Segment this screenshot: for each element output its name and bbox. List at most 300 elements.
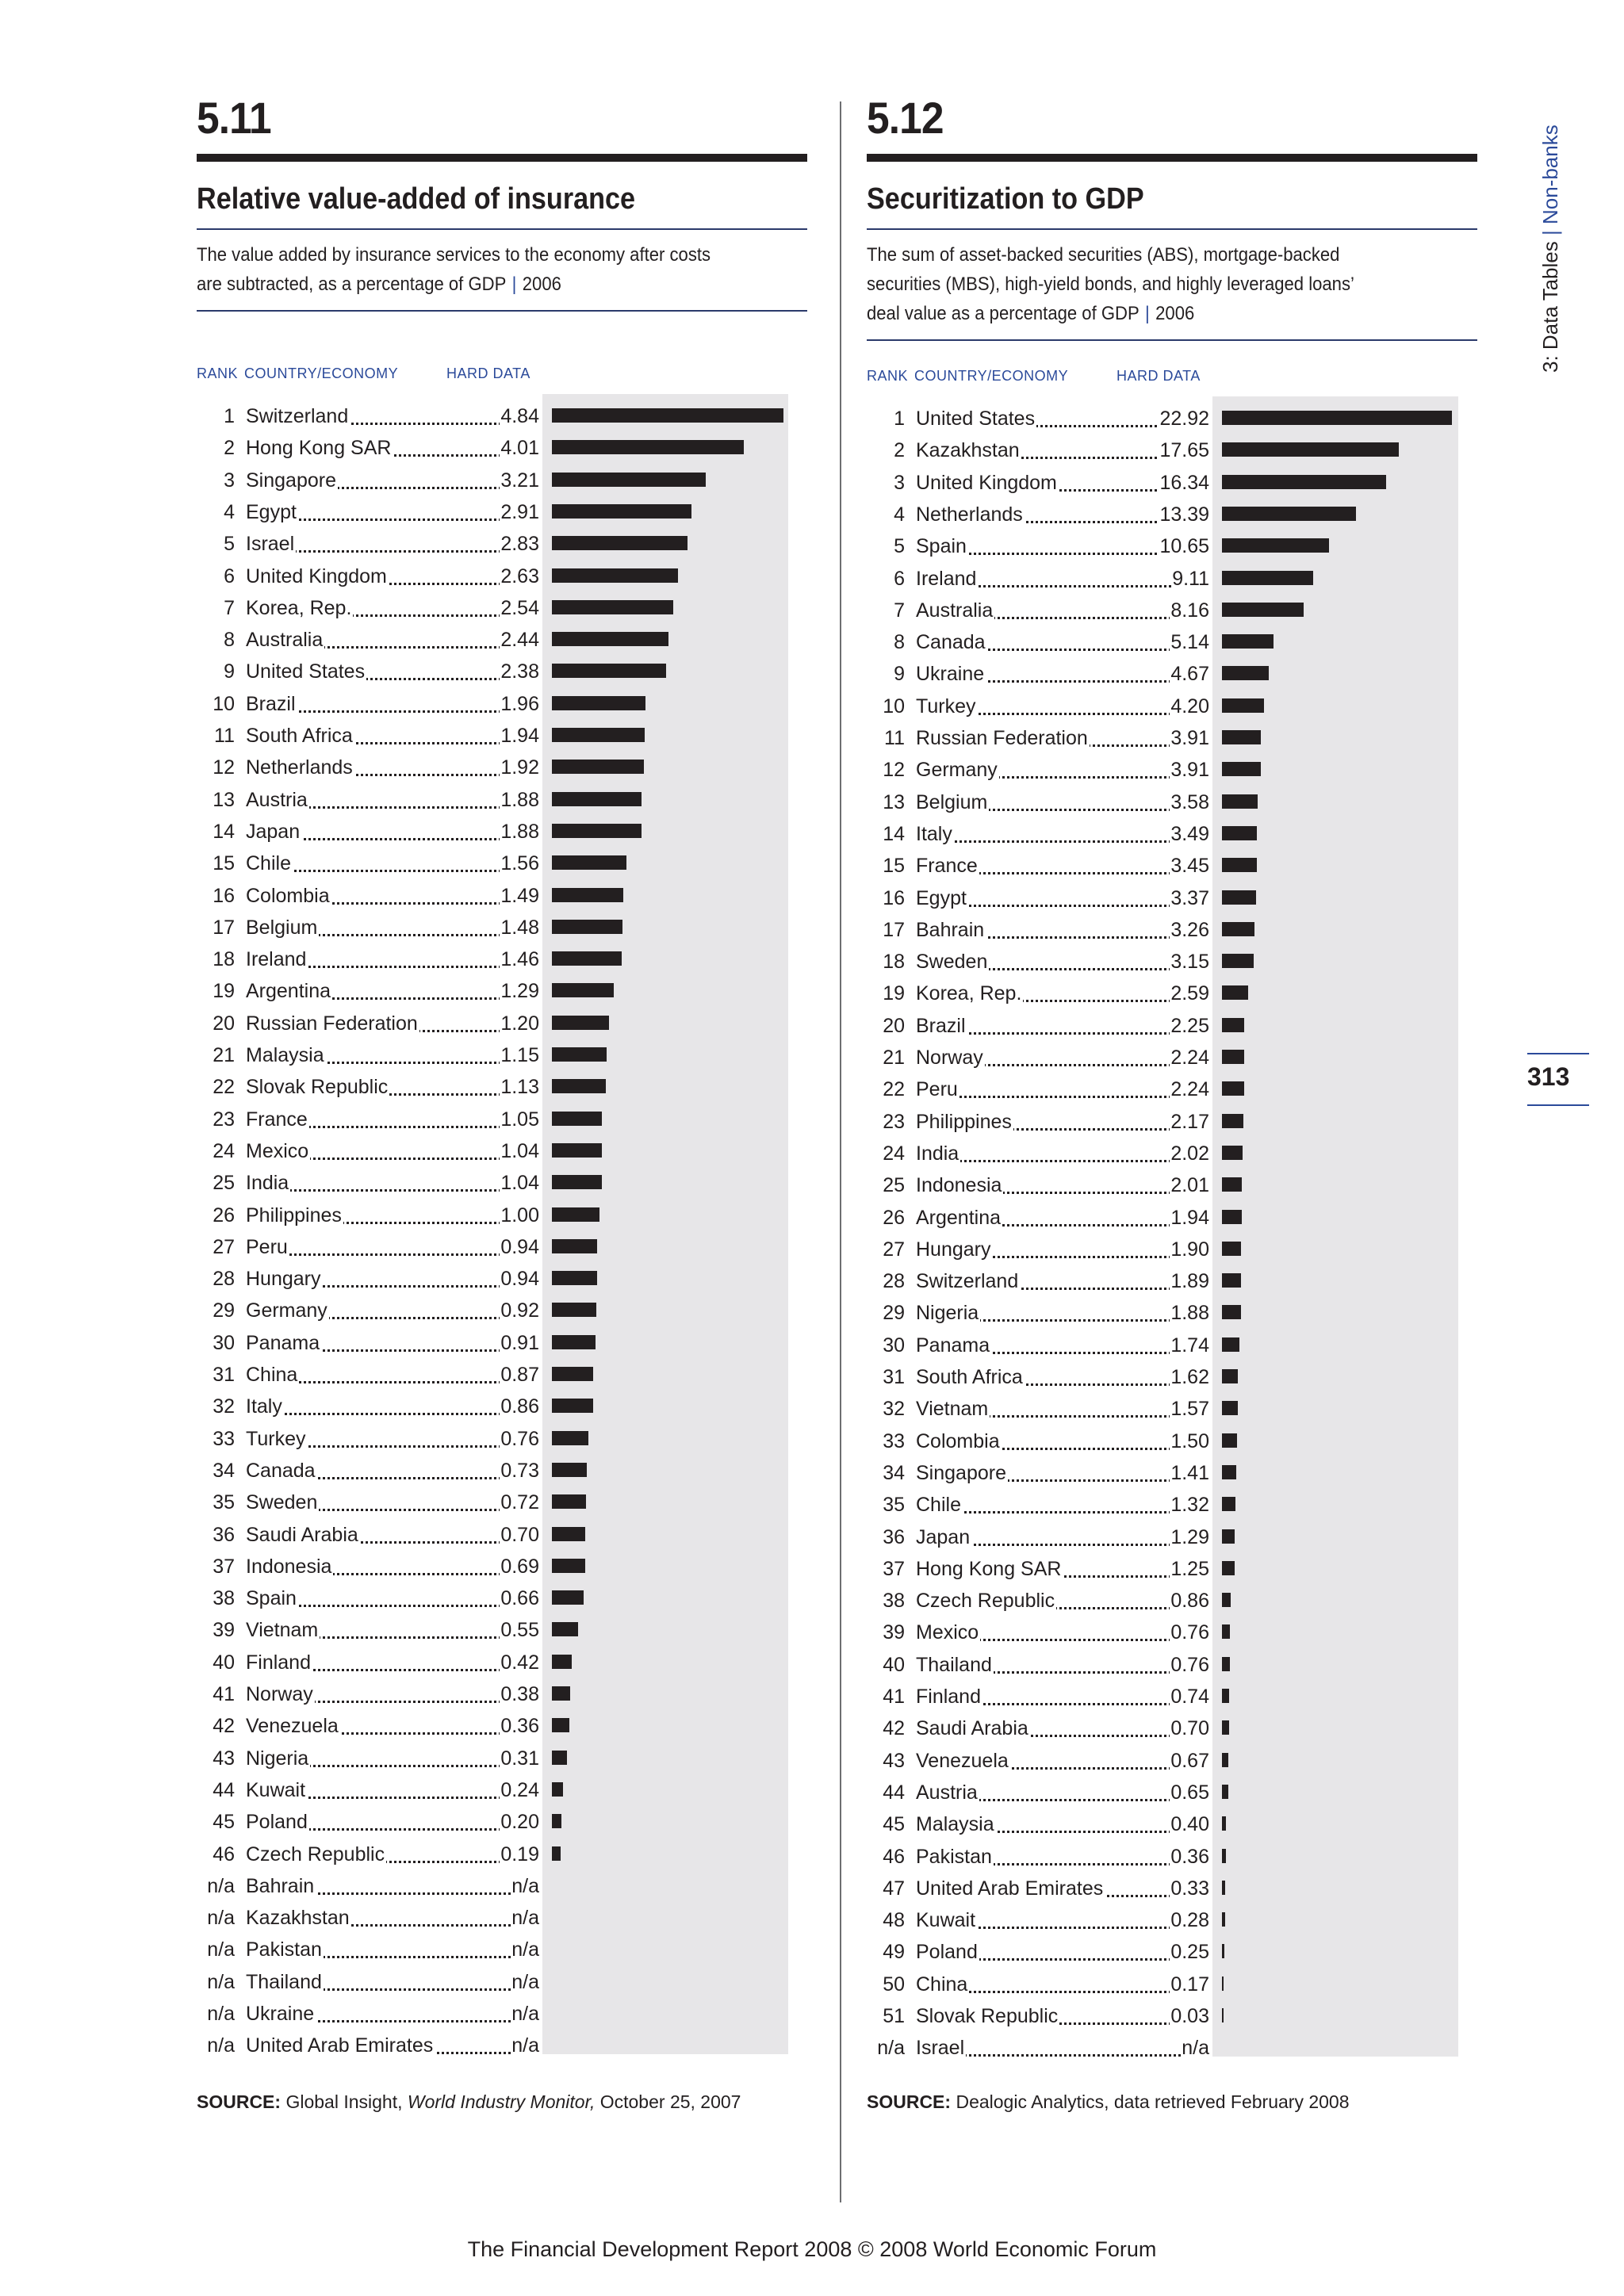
row-rank: 42 xyxy=(883,1717,905,1740)
value-bar xyxy=(552,792,642,806)
row-value: 0.72 xyxy=(500,1487,539,1518)
table-row xyxy=(197,1582,807,1614)
row-country-value xyxy=(246,784,539,816)
value-bar xyxy=(552,1016,609,1030)
description-year: 2006 xyxy=(522,274,561,295)
row-country: China xyxy=(246,1364,298,1386)
row-value: 0.38 xyxy=(500,1678,539,1710)
row-country-value xyxy=(916,818,1209,850)
value-bar xyxy=(1222,1816,1226,1831)
value-bar xyxy=(552,1143,602,1158)
dot-leader xyxy=(916,840,1209,843)
row-country: Austria xyxy=(916,1781,978,1804)
row-country: Turkey xyxy=(246,1427,306,1450)
row-country: Spain xyxy=(916,535,967,558)
value-bar xyxy=(1222,666,1269,680)
row-value: 2.25 xyxy=(1170,1010,1209,1042)
row-country: Malaysia xyxy=(246,1044,324,1066)
row-country: Norway xyxy=(246,1683,313,1705)
table-row xyxy=(197,1710,807,1742)
row-rank: 39 xyxy=(213,1619,235,1642)
thin-rule xyxy=(197,310,807,312)
row-country: Panama xyxy=(246,1331,320,1354)
row-rank: 6 xyxy=(224,564,235,587)
row-country-value xyxy=(246,1551,539,1582)
value-bar xyxy=(1222,922,1254,936)
table-row xyxy=(197,1008,807,1039)
table-row xyxy=(197,816,807,848)
table-row xyxy=(197,1167,807,1199)
row-country: Kazakhstan xyxy=(916,439,1020,462)
row-value: 3.37 xyxy=(1170,882,1209,914)
row-country: Ireland xyxy=(916,567,977,590)
row-rank: 45 xyxy=(883,1813,905,1836)
row-value: 0.36 xyxy=(1170,1841,1209,1873)
rank-header: RANK xyxy=(197,365,239,381)
row-rank: 23 xyxy=(213,1108,235,1131)
row-value: 0.70 xyxy=(500,1519,539,1551)
row-country-value xyxy=(916,1361,1209,1393)
row-country-value xyxy=(916,563,1209,595)
value-bar xyxy=(1222,954,1254,968)
row-country: China xyxy=(916,1973,968,1996)
row-country-value xyxy=(246,1455,539,1487)
row-country-value xyxy=(916,1489,1209,1521)
row-country-value xyxy=(916,1457,1209,1489)
value-bar xyxy=(1222,1912,1225,1927)
row-country-value xyxy=(246,1391,539,1422)
value-bar xyxy=(1222,1720,1229,1735)
row-value: 1.32 xyxy=(1170,1489,1209,1521)
row-value: 4.84 xyxy=(500,400,539,432)
rank-header: RANK xyxy=(867,368,909,384)
row-value: 1.92 xyxy=(500,752,539,783)
table-row xyxy=(197,592,807,624)
table-row xyxy=(867,754,1477,786)
table-row xyxy=(867,2032,1477,2064)
table-row xyxy=(197,1519,807,1551)
row-rank: 44 xyxy=(213,1778,235,1801)
row-rank: 43 xyxy=(883,1749,905,1772)
value-bar xyxy=(1222,730,1261,744)
value-bar xyxy=(1222,2008,1224,2022)
table-row xyxy=(867,1106,1477,1138)
row-rank: 40 xyxy=(883,1653,905,1676)
country-header: COUNTRY/ECONOMY xyxy=(244,365,399,381)
row-country: France xyxy=(916,855,978,878)
row-rank: 8 xyxy=(894,631,905,654)
table-row xyxy=(197,624,807,656)
table-row xyxy=(867,1169,1477,1201)
row-country-value xyxy=(246,1902,539,1934)
row-value: 0.55 xyxy=(500,1614,539,1646)
row-value: 0.03 xyxy=(1170,2000,1209,2032)
table-row xyxy=(197,2030,807,2061)
row-country-value xyxy=(916,1265,1209,1297)
row-value: 4.67 xyxy=(1170,658,1209,690)
row-value: 8.16 xyxy=(1170,595,1209,626)
row-rank: 17 xyxy=(213,916,235,939)
value-bar xyxy=(1222,1273,1241,1288)
row-country: Netherlands xyxy=(246,756,353,779)
row-country-value xyxy=(916,1745,1209,1777)
row-rank: 37 xyxy=(213,1555,235,1578)
row-rank: 29 xyxy=(883,1302,905,1325)
row-country-value xyxy=(246,880,539,912)
row-country: United Arab Emirates xyxy=(246,2034,434,2057)
table-row xyxy=(867,1681,1477,1712)
row-rank: 47 xyxy=(883,1877,905,1900)
value-bar xyxy=(1222,1976,1224,1991)
value-bar xyxy=(552,1559,585,1573)
section-label: 3: Data Tables xyxy=(1538,241,1562,373)
row-rank: 24 xyxy=(883,1142,905,1165)
value-bar xyxy=(552,1431,588,1445)
column-divider xyxy=(840,101,841,2202)
row-country: Italy xyxy=(246,1395,282,1418)
row-country: Peru xyxy=(916,1078,958,1101)
row-value: 1.29 xyxy=(1170,1521,1209,1553)
table-row xyxy=(867,882,1477,914)
table-row xyxy=(867,914,1477,946)
value-bar xyxy=(1222,1114,1243,1128)
table-description xyxy=(867,240,1477,328)
value-bar xyxy=(552,1367,593,1381)
row-rank: 3 xyxy=(894,471,905,494)
row-rank: n/a xyxy=(207,1874,235,1897)
row-country: United Arab Emirates xyxy=(916,1877,1104,1900)
table-row xyxy=(197,1455,807,1487)
value-bar xyxy=(552,536,688,550)
row-country: Colombia xyxy=(916,1429,1000,1452)
table-row xyxy=(197,1487,807,1518)
row-country-value xyxy=(246,848,539,879)
row-country-value xyxy=(246,496,539,528)
row-country-value xyxy=(246,752,539,783)
row-value: 0.40 xyxy=(1170,1808,1209,1840)
row-rank: 12 xyxy=(213,756,235,779)
table-row xyxy=(197,1678,807,1710)
table-row xyxy=(197,1774,807,1806)
row-country-value xyxy=(916,1202,1209,1234)
ranking-table xyxy=(867,396,1477,2060)
value-bar xyxy=(1222,890,1256,905)
row-country: Korea, Rep. xyxy=(916,982,1022,1005)
dot-leader xyxy=(916,1096,1209,1098)
table-row xyxy=(197,528,807,560)
value-bar xyxy=(552,1494,586,1509)
row-country: Argentina xyxy=(916,1206,1002,1229)
row-country-value xyxy=(916,850,1209,882)
row-value: 13.39 xyxy=(1159,499,1209,530)
table-row xyxy=(197,432,807,464)
table-row xyxy=(867,1553,1477,1585)
table-row xyxy=(867,1521,1477,1553)
row-country: Germany xyxy=(246,1299,327,1322)
row-value: 3.91 xyxy=(1170,722,1209,754)
table-row xyxy=(867,1808,1477,1840)
row-value: 0.20 xyxy=(500,1806,539,1838)
value-bar xyxy=(552,1590,584,1605)
row-country-value xyxy=(246,1423,539,1455)
table-row xyxy=(867,2000,1477,2032)
row-country: United States xyxy=(246,660,366,683)
dot-leader xyxy=(246,1413,539,1415)
row-rank: 10 xyxy=(213,692,235,715)
row-rank: 33 xyxy=(883,1429,905,1452)
row-value: 1.88 xyxy=(1170,1297,1209,1329)
row-country-value xyxy=(246,975,539,1007)
column-headers xyxy=(867,368,1477,392)
row-value: 1.57 xyxy=(1170,1393,1209,1425)
row-country: United Kingdom xyxy=(246,564,387,587)
table-row xyxy=(867,1969,1477,2000)
row-value: 1.94 xyxy=(1170,1202,1209,1234)
row-country: Canada xyxy=(246,1459,316,1482)
description-year: 2006 xyxy=(1155,303,1195,324)
value-bar xyxy=(1222,985,1248,1000)
table-row xyxy=(197,496,807,528)
value-bar xyxy=(1222,1849,1226,1863)
hard-data-header: HARD DATA xyxy=(1116,368,1201,384)
table-row xyxy=(867,1393,1477,1425)
row-rank: 9 xyxy=(894,663,905,686)
table-row xyxy=(867,1489,1477,1521)
row-country-value xyxy=(246,816,539,848)
row-value: 1.89 xyxy=(1170,1265,1209,1297)
row-value: 0.73 xyxy=(500,1455,539,1487)
row-value: 2.24 xyxy=(1170,1073,1209,1105)
value-bar xyxy=(1222,1369,1238,1383)
row-value: 1.15 xyxy=(500,1039,539,1071)
row-value: 2.63 xyxy=(500,561,539,592)
row-country-value xyxy=(246,1231,539,1263)
row-country: Slovak Republic xyxy=(916,2005,1059,2027)
row-value: 0.86 xyxy=(1170,1585,1209,1617)
row-country-value xyxy=(916,1712,1209,1744)
row-rank: 19 xyxy=(883,982,905,1005)
row-value: 5.14 xyxy=(1170,626,1209,658)
row-country-value xyxy=(916,1138,1209,1169)
row-country-value xyxy=(246,1487,539,1518)
row-country-value xyxy=(246,720,539,752)
row-value: 3.58 xyxy=(1170,786,1209,818)
row-country-value xyxy=(246,1582,539,1614)
row-rank: 27 xyxy=(213,1235,235,1258)
row-country-value xyxy=(246,1710,539,1742)
table-row xyxy=(867,1330,1477,1361)
row-value: 10.65 xyxy=(1159,530,1209,562)
row-rank: 2 xyxy=(224,437,235,460)
value-bar xyxy=(1222,826,1257,840)
value-bar xyxy=(552,1527,585,1541)
description-text: are subtracted, as a percentage of GDP xyxy=(197,274,507,295)
row-country-value xyxy=(246,1934,539,1965)
row-country: Hong Kong SAR xyxy=(246,437,392,460)
table-row xyxy=(197,1231,807,1263)
row-country: United Kingdom xyxy=(916,471,1057,494)
row-value: n/a xyxy=(511,2030,539,2061)
row-country-value xyxy=(916,1106,1209,1138)
row-country: Russian Federation xyxy=(916,727,1088,749)
row-value: 4.20 xyxy=(1170,691,1209,722)
table-row xyxy=(197,1902,807,1934)
value-bar xyxy=(552,696,645,710)
row-country-value xyxy=(916,2032,1209,2064)
page-number: 313 xyxy=(1527,1062,1570,1091)
row-country-value xyxy=(916,1234,1209,1265)
row-country-value xyxy=(246,1839,539,1870)
table-row xyxy=(867,978,1477,1009)
table-row xyxy=(867,850,1477,882)
row-country: Ukraine xyxy=(916,663,985,686)
row-country: Kazakhstan xyxy=(246,1907,350,1930)
row-country: Russian Federation xyxy=(246,1012,418,1035)
value-bar xyxy=(552,1175,602,1189)
table-row xyxy=(867,658,1477,690)
value-bar xyxy=(1222,1305,1241,1319)
row-value: 3.15 xyxy=(1170,946,1209,978)
table-row xyxy=(867,1617,1477,1648)
value-bar xyxy=(1222,762,1261,776)
row-rank: 7 xyxy=(224,596,235,619)
row-country-value xyxy=(246,1039,539,1071)
value-bar xyxy=(552,1399,593,1413)
row-rank: 28 xyxy=(213,1268,235,1291)
row-country-value xyxy=(916,691,1209,722)
table-row xyxy=(867,722,1477,754)
row-country: Japan xyxy=(916,1525,971,1548)
row-rank: 38 xyxy=(213,1587,235,1610)
row-rank: n/a xyxy=(207,1970,235,1993)
value-bar xyxy=(552,473,706,487)
table-row xyxy=(197,1806,807,1838)
row-rank: 22 xyxy=(883,1078,905,1101)
row-rank: 31 xyxy=(213,1364,235,1386)
value-bar xyxy=(1222,858,1257,872)
value-bar xyxy=(552,1622,578,1636)
row-rank: 5 xyxy=(894,535,905,558)
table-row xyxy=(867,1745,1477,1777)
row-country-value xyxy=(246,1104,539,1135)
row-value: 1.96 xyxy=(500,688,539,720)
row-country-value xyxy=(246,432,539,464)
row-value: 4.01 xyxy=(500,432,539,464)
row-country: Indonesia xyxy=(246,1555,332,1578)
table-row xyxy=(197,1295,807,1326)
row-rank: 11 xyxy=(884,727,905,749)
row-value: 2.44 xyxy=(500,624,539,656)
row-country-value xyxy=(916,1073,1209,1105)
row-country: Switzerland xyxy=(246,405,349,427)
value-bar xyxy=(1222,1177,1242,1192)
value-bar xyxy=(552,824,642,838)
row-value: 0.17 xyxy=(1170,1969,1209,2000)
row-rank: 23 xyxy=(883,1110,905,1133)
table-row xyxy=(867,530,1477,562)
row-country: Chile xyxy=(246,852,291,875)
row-country: Belgium xyxy=(916,790,988,813)
row-rank: 41 xyxy=(883,1686,905,1708)
value-bar xyxy=(1222,1529,1235,1544)
value-bar xyxy=(1222,1497,1235,1511)
row-value: 2.17 xyxy=(1170,1106,1209,1138)
row-rank: 6 xyxy=(894,567,905,590)
row-country: Israel xyxy=(916,2037,965,2060)
row-country-value xyxy=(916,626,1209,658)
row-value: n/a xyxy=(511,1998,539,2030)
value-bar xyxy=(552,1112,602,1126)
value-bar xyxy=(1222,571,1313,585)
table-row xyxy=(867,1265,1477,1297)
value-bar xyxy=(552,1686,570,1701)
row-value: 1.56 xyxy=(500,848,539,879)
row-country-value xyxy=(916,467,1209,499)
row-value: 3.49 xyxy=(1170,818,1209,850)
row-value: 0.74 xyxy=(1170,1681,1209,1712)
value-bar xyxy=(552,600,673,614)
row-country-value xyxy=(246,1966,539,1998)
row-country-value xyxy=(246,943,539,975)
row-rank: n/a xyxy=(877,2037,905,2060)
description-line: deal value as a percentage of GDP | 2006 xyxy=(867,303,1195,324)
row-country-value xyxy=(246,528,539,560)
table-row xyxy=(197,1359,807,1391)
row-value: n/a xyxy=(511,1966,539,1998)
row-rank: 15 xyxy=(213,852,235,875)
table-row xyxy=(867,1777,1477,1808)
row-value: 2.59 xyxy=(1170,978,1209,1009)
value-bar xyxy=(552,1079,606,1093)
row-rank: 34 xyxy=(213,1459,235,1482)
table-row xyxy=(197,1647,807,1678)
value-bar xyxy=(552,760,644,774)
dot-leader xyxy=(246,1253,539,1256)
row-rank: 25 xyxy=(213,1172,235,1195)
row-value: 0.91 xyxy=(500,1327,539,1359)
table-row xyxy=(867,1873,1477,1904)
row-rank: 13 xyxy=(213,788,235,811)
table-row xyxy=(197,943,807,975)
value-bar xyxy=(552,983,614,997)
table-row xyxy=(197,561,807,592)
row-value: 0.42 xyxy=(500,1647,539,1678)
table-row xyxy=(197,688,807,720)
row-country: Mexico xyxy=(246,1139,309,1162)
row-country-value xyxy=(916,658,1209,690)
row-country: Egypt xyxy=(246,500,297,523)
row-country: Spain xyxy=(246,1587,297,1610)
row-country-value xyxy=(916,1330,1209,1361)
row-value: 3.91 xyxy=(1170,754,1209,786)
row-country-value xyxy=(916,1873,1209,1904)
row-country: Ukraine xyxy=(246,2003,315,2025)
row-country-value xyxy=(916,1969,1209,2000)
table-row xyxy=(867,1234,1477,1265)
row-rank: 45 xyxy=(213,1811,235,1834)
row-value: 1.88 xyxy=(500,784,539,816)
table-row xyxy=(197,1391,807,1422)
row-country: Czech Republic xyxy=(916,1590,1055,1613)
row-country-value xyxy=(916,1042,1209,1073)
description-text: deal value as a percentage of GDP xyxy=(867,303,1139,324)
table-row xyxy=(197,1839,807,1870)
value-bar xyxy=(1222,1018,1244,1032)
row-country: Turkey xyxy=(916,695,976,718)
row-value: n/a xyxy=(511,1902,539,1934)
value-bar xyxy=(1222,507,1356,521)
row-value: 1.04 xyxy=(500,1167,539,1199)
